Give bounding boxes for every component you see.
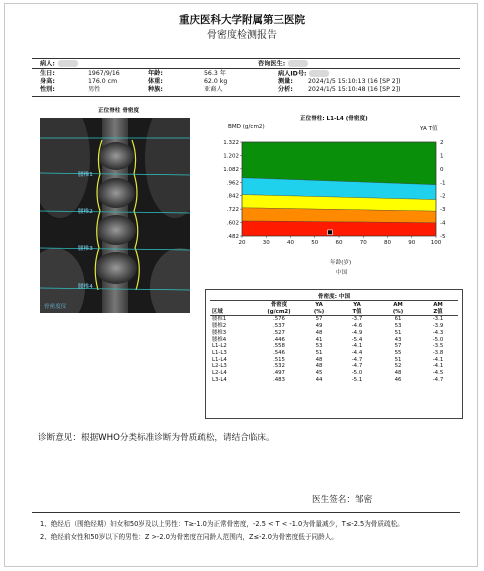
- x-tick-label: 60: [335, 240, 343, 246]
- birth-label: 生日:: [40, 70, 55, 77]
- sex-value: 男性: [88, 86, 101, 93]
- analyzed-row: [278, 86, 401, 94]
- table-row: [210, 330, 458, 337]
- table-cell: .497: [272, 370, 285, 377]
- name-redaction: [58, 60, 78, 67]
- table-cell: .483: [272, 376, 285, 383]
- table-cell: 48: [315, 363, 323, 370]
- table-header-cell: (%): [302, 309, 336, 316]
- y-right-tick-label: -1: [440, 180, 446, 187]
- vertebra-label-l4: 腰椎4: [78, 284, 93, 290]
- patient-data-point: [328, 230, 333, 235]
- table-cell: 51: [315, 349, 323, 356]
- report-title: 骨密度检测报告: [207, 30, 277, 41]
- age-row: [148, 70, 226, 78]
- age-value: 56.3 年: [204, 70, 226, 77]
- chart-band-4: [242, 221, 436, 236]
- table-header-cell: AM: [433, 302, 443, 308]
- table-cell: L1-L3: [212, 349, 227, 356]
- table-cell: L3-L4: [212, 376, 227, 383]
- table-header-cell: 区域: [210, 309, 256, 316]
- weight-label: 体重:: [148, 78, 163, 85]
- table-cell: -4.6: [351, 323, 363, 330]
- table-row: [210, 377, 458, 384]
- vertebra-label-l3: 腰椎3: [78, 246, 93, 252]
- table-header-cell: (%): [378, 309, 418, 316]
- y-tick-label: .962: [226, 180, 239, 187]
- measured-row: [278, 78, 401, 86]
- table-header-cell: T值: [336, 309, 378, 316]
- sex-label: 性别:: [40, 86, 55, 93]
- table-cell: -4.1: [351, 343, 363, 350]
- y-tick-label: 1.202: [223, 153, 239, 160]
- y-right-tick-label: 2: [440, 140, 444, 146]
- x-tick-label: 100: [430, 240, 442, 246]
- spine-scan-image: [40, 118, 190, 313]
- race-value: 亚裔人: [204, 86, 223, 93]
- doctor-label: 咨询医生:: [258, 60, 286, 68]
- height-label: 身高:: [40, 78, 55, 85]
- table-title-rule: [210, 300, 458, 301]
- table-cell: 45: [315, 370, 323, 377]
- age-label: 年龄:: [148, 70, 163, 77]
- table-cell: .532: [272, 363, 285, 370]
- table-cell: -3.5: [432, 343, 444, 350]
- sex-row: [40, 86, 101, 94]
- table-title: 骨密度: 中国: [317, 294, 351, 300]
- weight-value: 62.0 kg: [204, 78, 228, 85]
- y-right-tick-label: -3: [440, 207, 446, 214]
- x-tick-label: 40: [287, 240, 294, 246]
- info-bottom-divider: [32, 96, 460, 97]
- height-value: 176.0 cm: [88, 78, 118, 85]
- table-cell: .515: [272, 356, 285, 363]
- race-row: [148, 86, 223, 94]
- weight-row: [148, 78, 228, 86]
- table-row: [210, 370, 458, 377]
- table-cell: -4.7: [351, 363, 363, 370]
- y-right-tick-label: -4: [440, 220, 446, 227]
- table-cell: 57: [394, 343, 402, 350]
- y-right-tick-label: -2: [440, 193, 446, 200]
- table-header-cell: Z值: [418, 309, 458, 316]
- table-cell: -4.7: [351, 356, 363, 363]
- note-1: 1、绝经后（围绝经期）妇女和50岁及以上男性：T≥-1.0为正常骨密度，-2.5 < T < -1.0为骨量减少，T≤-2.5为骨质疏松。: [40, 520, 404, 528]
- scan-watermark: 骨密度仪: [44, 304, 67, 310]
- table-cell: 48: [315, 329, 323, 336]
- name-label: 病人:: [40, 60, 55, 68]
- y-tick-label: .602: [226, 220, 239, 227]
- table-cell: 51: [394, 329, 402, 336]
- table-cell: 51: [394, 356, 402, 363]
- table-row: [210, 357, 458, 364]
- table-cell: -4.9: [351, 329, 363, 336]
- id-label: 病人ID号:: [278, 70, 307, 78]
- birth-row: [40, 70, 120, 78]
- analyzed-value: 2024/1/5 15:10:48 (16 [SP 2]): [308, 86, 401, 93]
- x-tick-label: 20: [238, 240, 246, 246]
- table-row: [210, 363, 458, 370]
- table-cell: 48: [394, 370, 402, 377]
- analyzed-label: 分析:: [278, 86, 293, 93]
- race-label: 种族:: [148, 86, 163, 93]
- table-cell: -4.5: [432, 370, 444, 377]
- table-cell: L2-L4: [212, 370, 227, 377]
- header-divider: [32, 58, 460, 59]
- scan-title: 正位脊柱 骨密度: [98, 108, 140, 114]
- birth-value: 1967/9/16: [88, 70, 120, 77]
- chart-band-0: [242, 142, 436, 185]
- table-cell: -3.7: [351, 316, 363, 323]
- table-cell: L1-L2: [212, 343, 227, 350]
- table-cell: -4.1: [432, 363, 444, 370]
- table-header-cell: AM: [393, 302, 403, 308]
- doctor-redaction: [288, 60, 308, 67]
- note-2: 2、绝经前女性和50岁以下的男性：Z >-2.0为骨密度在同龄人范围内，Z≤-2.0为骨密度低于同龄人。: [40, 533, 338, 541]
- table-cell: .576: [272, 316, 285, 323]
- table-cell: .527: [272, 329, 285, 336]
- table-cell: -4.7: [432, 376, 444, 383]
- table-cell: 46: [394, 376, 402, 383]
- measured-value: 2024/1/5 15:10:13 (16 [SP 2]): [308, 78, 401, 85]
- table-header-cell: (g/cm2): [256, 309, 302, 316]
- y-right-tick-label: 1: [440, 153, 444, 160]
- table-cell: 腰椎4: [212, 336, 227, 343]
- table-cell: .537: [272, 323, 285, 330]
- table-cell: L2-L3: [212, 363, 227, 370]
- id-redaction: [309, 70, 329, 77]
- table-cell: 41: [315, 336, 323, 343]
- chart-y-right-label: YA T值: [420, 126, 438, 132]
- doctor-signature: 医生签名：邹密: [312, 495, 373, 505]
- table-row: [210, 350, 458, 357]
- table-cell: -4.1: [432, 356, 444, 363]
- y-tick-label: 1.082: [223, 166, 239, 173]
- y-right-tick-label: -5: [440, 234, 446, 240]
- notes-divider: [32, 512, 460, 513]
- table-cell: .558: [272, 343, 285, 350]
- table-header-cell: YA: [315, 302, 323, 308]
- measured-label: 测量:: [278, 78, 293, 85]
- table-cell: L1-L4: [212, 356, 227, 363]
- bmd-table: [210, 302, 458, 383]
- x-tick-label: 70: [359, 240, 367, 246]
- chart-title: 正位脊柱: L1-L4 (骨密度): [300, 116, 368, 122]
- hospital-name: 重庆医科大学附属第三医院: [179, 14, 305, 26]
- table-cell: -5.4: [351, 336, 363, 343]
- table-cell: -3.1: [432, 316, 444, 323]
- table-cell: -4.3: [432, 329, 444, 336]
- chart-legend: 中国: [336, 270, 348, 276]
- table-cell: 57: [315, 316, 323, 323]
- table-cell: .546: [272, 349, 285, 356]
- x-tick-label: 80: [384, 240, 391, 246]
- table-header-cell: YA: [353, 302, 361, 308]
- table-header-row: [210, 302, 458, 309]
- table-row: [210, 343, 458, 350]
- table-cell: 55: [394, 349, 402, 356]
- table-cell: 53: [315, 343, 323, 350]
- table-cell: 腰椎1: [212, 316, 227, 323]
- y-tick-label: .482: [226, 234, 239, 240]
- table-cell: -5.0: [432, 336, 444, 343]
- table-cell: -3.9: [432, 323, 444, 330]
- table-cell: -4.4: [351, 349, 363, 356]
- table-row: [210, 337, 458, 344]
- vertebra-label-l2: 腰椎2: [78, 209, 93, 215]
- diagnosis-text: 诊断意见：根据WHO分类标准诊断为骨质疏松，请结合临床。: [38, 433, 275, 443]
- table-cell: -3.8: [432, 349, 444, 356]
- table-cell: 52: [394, 363, 402, 370]
- table-row: [210, 316, 458, 323]
- table-cell: 43: [394, 336, 402, 343]
- table-cell: .446: [272, 336, 285, 343]
- chart-x-label: 年龄(岁): [330, 260, 352, 266]
- table-header-row: [210, 309, 458, 316]
- x-tick-label: 30: [262, 240, 270, 246]
- y-tick-label: .722: [226, 207, 239, 214]
- table-header-cell: [210, 302, 256, 309]
- table-cell: 48: [315, 356, 323, 363]
- vertebra-label-l1: 腰椎1: [78, 172, 93, 178]
- table-cell: -5.1: [351, 376, 363, 383]
- y-tick-label: .842: [226, 193, 239, 200]
- table-cell: 53: [394, 323, 402, 330]
- chart-y-label: BMD (g/cm2): [228, 124, 265, 130]
- table-row: [210, 323, 458, 330]
- spine-scan-graphic: [40, 118, 190, 313]
- x-tick-label: 90: [408, 240, 416, 246]
- bmd-table-box: [205, 289, 463, 419]
- x-tick-label: 50: [311, 240, 319, 246]
- table-cell: 44: [315, 376, 323, 383]
- y-tick-label: 1.322: [223, 140, 239, 146]
- table-header-cell: 骨密度: [270, 302, 288, 308]
- table-cell: 61: [394, 316, 402, 323]
- info-divider: [32, 68, 460, 69]
- table-cell: 49: [315, 323, 323, 330]
- height-row: [40, 78, 118, 86]
- table-cell: 腰椎2: [212, 323, 227, 330]
- y-right-tick-label: 0: [440, 166, 444, 173]
- table-cell: 腰椎3: [212, 329, 227, 336]
- table-cell: -5.0: [351, 370, 363, 377]
